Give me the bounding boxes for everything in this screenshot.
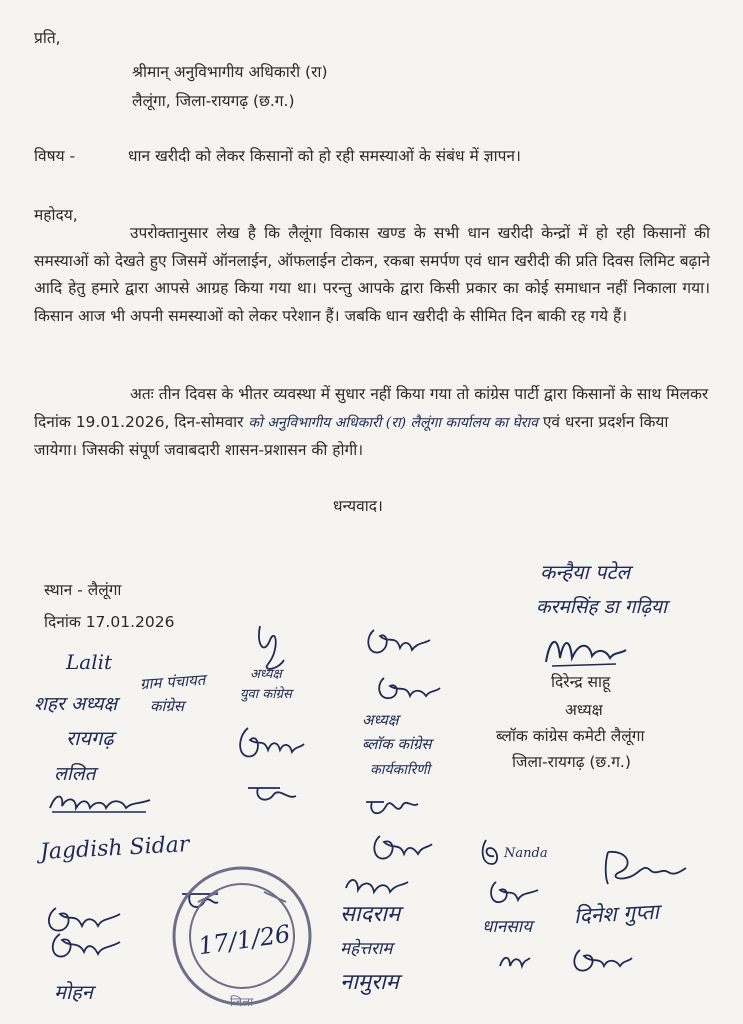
president-signature-icon (540, 628, 630, 672)
addressee-line-2: लैलूंगा, जिला-रायगढ़ (छ.ग.) (132, 92, 295, 110)
signature-scribble-7-icon (362, 786, 422, 822)
handwritten-name-1: कन्हैया पटेल (540, 560, 631, 584)
stamp-date: 17/1/26 (196, 919, 293, 961)
handwritten-name-2: करमसिंह डा गढ़िया (536, 596, 668, 618)
signature-scribble-11-icon (44, 928, 124, 966)
signature-nanda: Nanda (504, 846, 548, 861)
signature-mohan: मोहन (54, 980, 93, 1004)
signature-dhansay: धानसाय (482, 917, 533, 937)
signature-scribble-9-icon (340, 868, 412, 902)
signature-gram-panchayat: ग्राम पंचायत (139, 670, 206, 694)
signature-adhyaksh: अध्यक्ष (250, 667, 282, 682)
body-paragraph-2-start: अतः तीन दिवस के भीतर व्यवस्था में सुधार नहीं किया गया तो कांग्रेस पार्टी द्वारा किसानों के साथ मिलकर दिनांक 19.01.2026, दिन-सोमवार (34, 385, 709, 431)
signature-lalit-1: Lalit (66, 650, 113, 674)
signature-scribble-17-icon (566, 944, 636, 978)
body-paragraph-2 (34, 381, 710, 465)
signature-scribble-15-icon (484, 876, 542, 910)
signature-namuram: नामुराम (340, 970, 399, 995)
signature-sadaram: सादराम (340, 902, 401, 927)
body-paragraph-1: उपरोक्तानुसार लेख है कि लैलूंगा विकास खण्ड के सभी धान खरीदी केन्द्रों में हो रही किसानों की समस्याओं को देखते हुए जिसमें ऑनलाईन, ऑफलाईन टोकन, रकबा समर्पण एवं धान खरीदी की प्रति दिवस लिमिट बढ़ाने आदि हेतु हमारे द्वारा आपसे आग्रह किया गया था। परन्तु आपके द्वारा किसी प्रकार का कोई समाधान नहीं निकाला गया। किसान आज भी अपनी समस्याओं को लेकर परेशान हैं। जबकि धान खरीदी के सीमित दिन बाकी रह गये हैं। (34, 224, 710, 325)
signature-shahar-adhyaksh: शहर अध्यक्ष (34, 693, 118, 715)
signature-scribble-6-icon (372, 672, 444, 706)
signature-karyakarini: कार्यकारिणी (370, 762, 430, 778)
signature-scribble-16-icon (496, 948, 532, 974)
signature-block-congress: ब्लॉक कांग्रेस (362, 735, 432, 753)
signature-adhyaksh-2: अध्यक्ष (362, 711, 399, 729)
signature-raigarh: रायगढ़ (66, 726, 114, 750)
date-label: दिनांक 17.01.2026 (44, 613, 175, 631)
signature-dinesh-gupta: दिनेश गुप्ता (573, 899, 660, 929)
signature-jagdish-sidar: Jagdish Sidar (39, 832, 190, 865)
subject-text: धान खरीदी को लेकर किसानों को हो रही समस्याओं के संबंध में ज्ञापन। (128, 147, 521, 165)
signature-scribble-5-icon (360, 622, 440, 662)
signature-scribble-1-icon (46, 786, 156, 818)
sender-organization: ब्लॉक कांग्रेस कमेटी लैलूंगा (496, 727, 645, 745)
sender-designation: अध्यक्ष (565, 701, 603, 719)
place-label: स्थान - लैलूंगा (44, 581, 122, 599)
signature-congress-1: कांग्रेस (150, 697, 185, 715)
addressee-line-1: श्रीमान् अनुविभागीय अधिकारी (रा) (132, 63, 328, 81)
body-paragraph-2-end: एवं धरना प्रदर्शन किया जायेगा। जिसकी संपूर्ण जवाबदारी शासन-प्रशासन की होगी। (34, 412, 669, 459)
signature-scribble-13-icon (478, 836, 502, 870)
signature-scribble-2-icon (250, 620, 290, 676)
signature-scribble-8-icon (366, 830, 436, 866)
sender-name: दिरेन्द्र साहू (551, 673, 611, 691)
signature-scribble-3-icon (232, 720, 308, 768)
signature-yuva-congress: युवा कांग्रेस (240, 687, 292, 702)
thanks-text: धन्यवाद। (333, 497, 383, 515)
signature-mahettaram: महेत्तराम (340, 939, 393, 959)
signature-scribble-14-icon (598, 846, 688, 890)
sender-district: जिला-रायगढ़ (छ.ग.) (512, 753, 631, 771)
to-label: प्रति, (34, 29, 61, 47)
signature-lalit-2: ललित (54, 763, 96, 785)
handwritten-insert: को अनुविभागीय अधिकारी (रा) लैलूंगा कार्यालय का घेराव (248, 414, 538, 431)
stamp-label: जिला (230, 995, 254, 1009)
signature-scribble-4-icon (244, 778, 300, 808)
salutation: महोदय, (34, 206, 78, 224)
subject-label: विषय - (34, 147, 76, 165)
